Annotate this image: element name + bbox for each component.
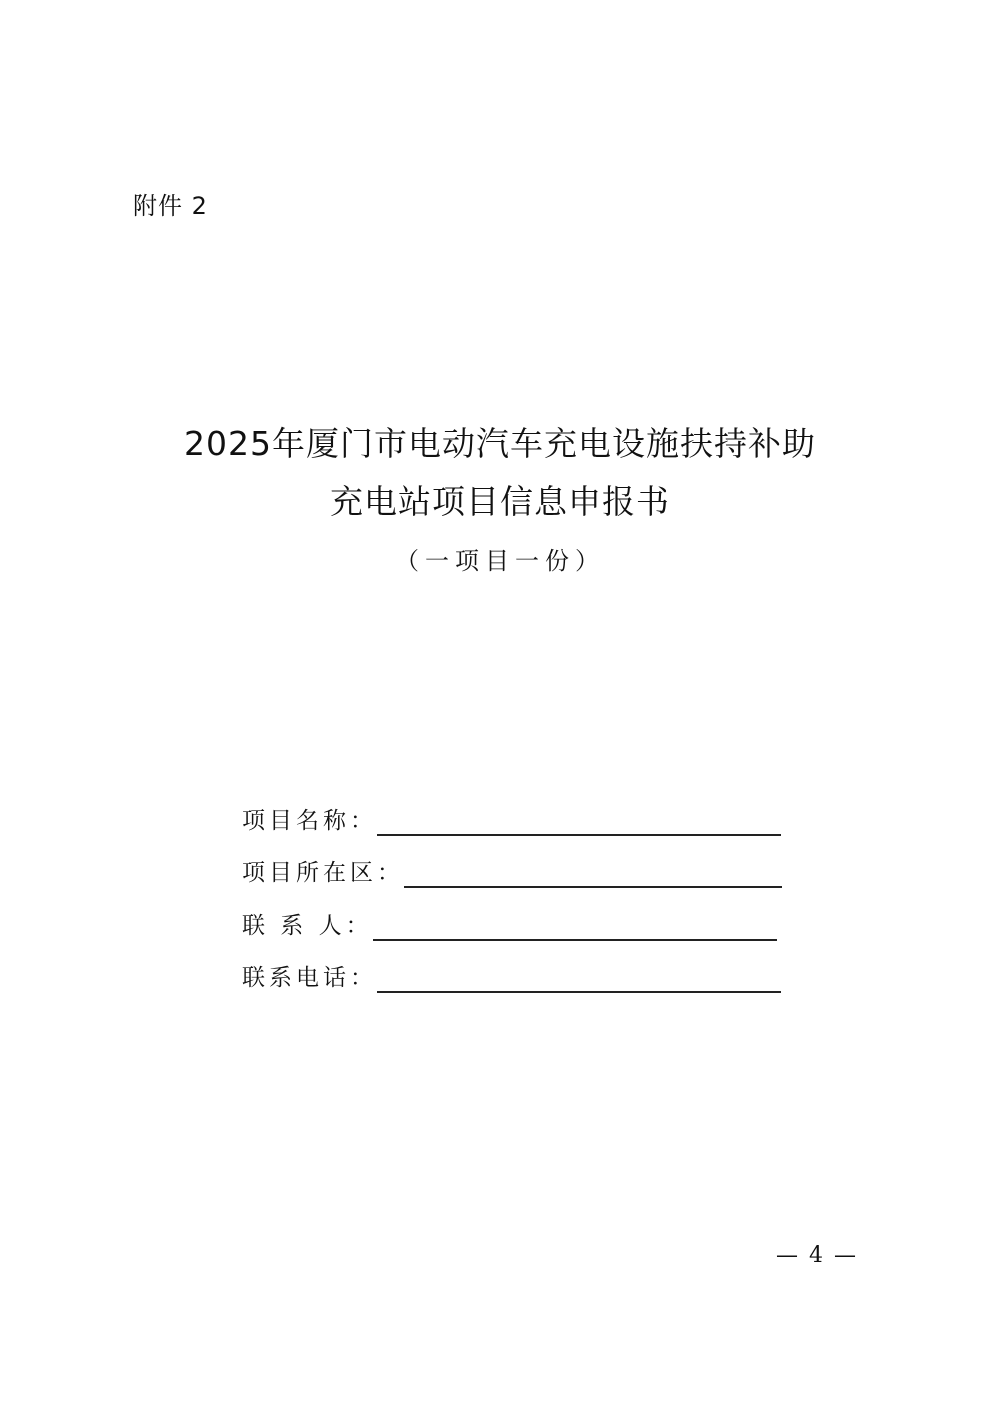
contact-person-input-line[interactable] <box>373 938 777 941</box>
document-title-line-2: 充电站项目信息申报书 <box>330 482 670 521</box>
contact-person-label: 联 系 人： <box>242 913 373 939</box>
attachment-label: 附件 2 <box>133 192 208 220</box>
contact-person-field <box>242 905 777 941</box>
project-name-field <box>242 800 781 836</box>
project-district-label: 项目所在区： <box>242 860 404 886</box>
contact-phone-input-line[interactable] <box>377 990 781 993</box>
page-number: — 4 — <box>776 1243 858 1268</box>
project-district-field <box>242 852 782 888</box>
document-subtitle: （一项目一份） <box>395 547 605 575</box>
contact-phone-field <box>242 957 781 993</box>
project-district-input-line[interactable] <box>404 885 782 888</box>
contact-phone-label: 联系电话： <box>242 965 377 991</box>
project-name-label: 项目名称： <box>242 808 377 834</box>
document-title-line-1: 2025年厦门市电动汽车充电设施扶持补助 <box>184 424 816 463</box>
project-name-input-line[interactable] <box>377 833 781 836</box>
